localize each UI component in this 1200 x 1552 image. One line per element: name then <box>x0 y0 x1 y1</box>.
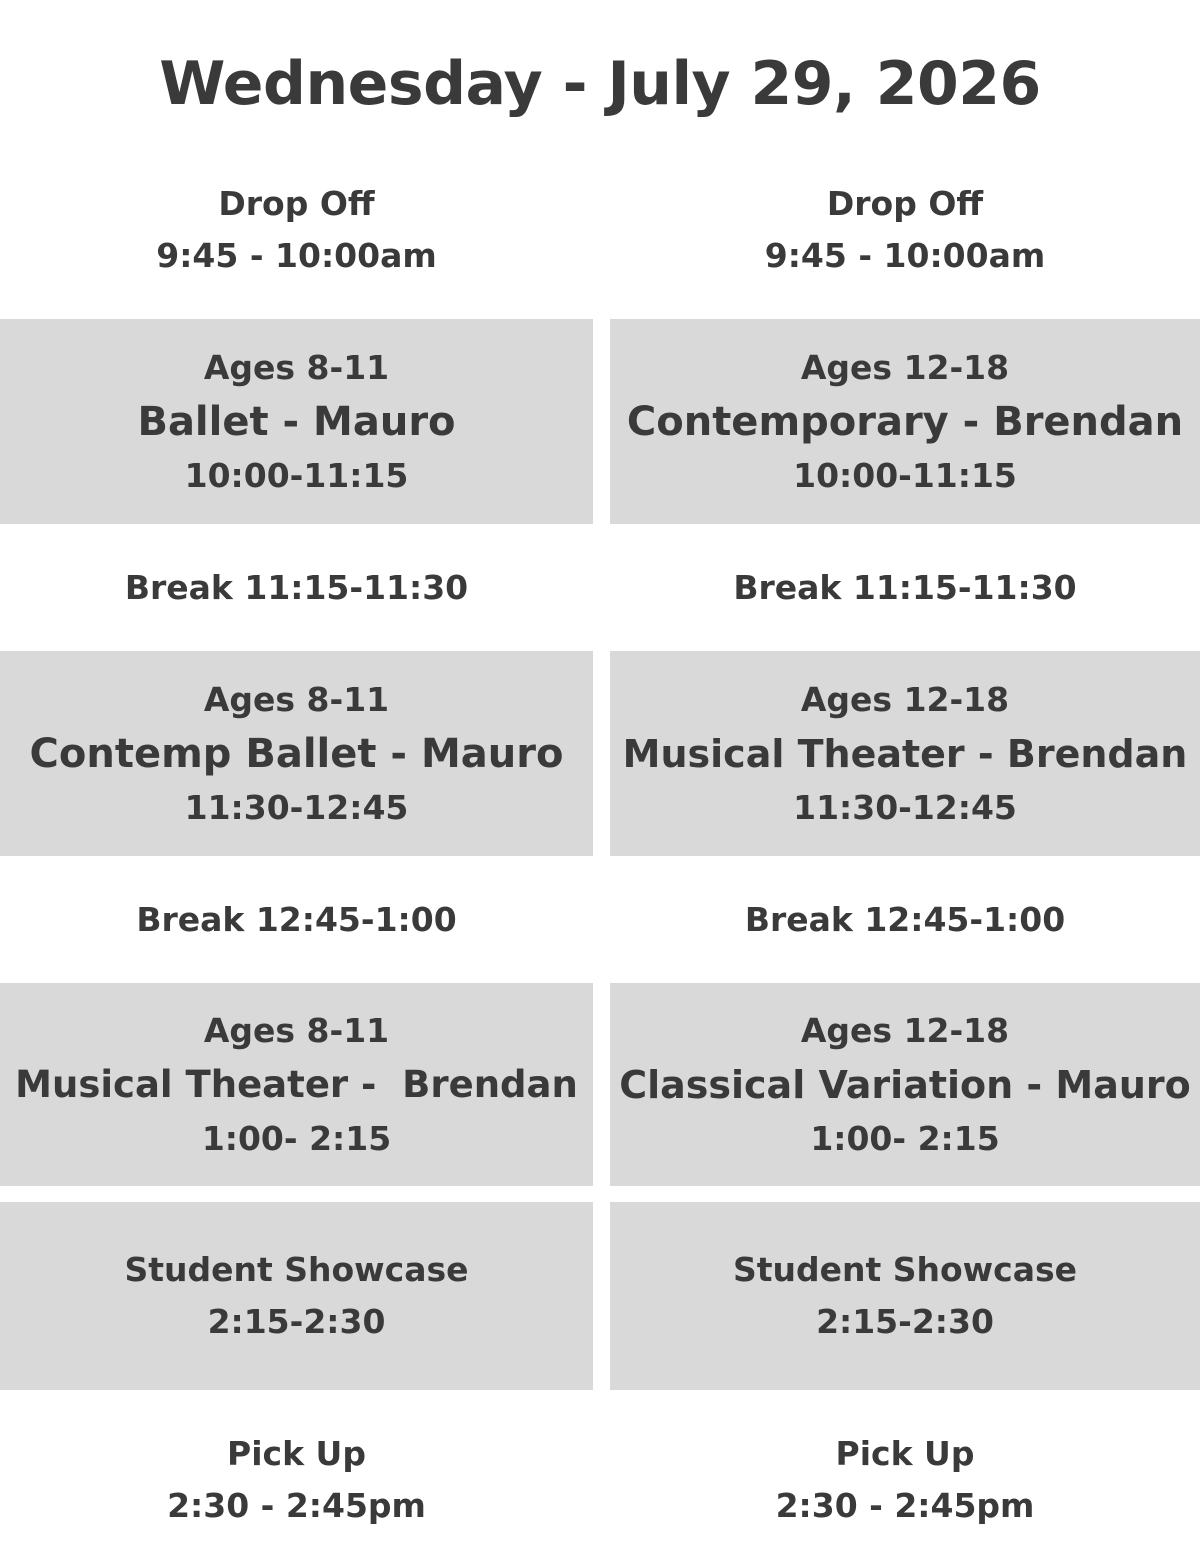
drop-off-label: Drop Off <box>218 184 375 223</box>
class-block-1 <box>610 319 1200 524</box>
class-time: 1:00- 2:15 <box>810 1118 1000 1158</box>
pick-up-time: 2:30 - 2:45pm <box>167 1486 426 1525</box>
break-text: Break 11:15-11:30 <box>733 568 1077 607</box>
class-block-2 <box>610 651 1200 856</box>
drop-off-label: Drop Off <box>826 184 984 223</box>
class-name: Musical Theater - Brendan <box>15 1062 578 1106</box>
class-block-2 <box>0 651 593 856</box>
showcase-time: 2:15-2:30 <box>816 1302 994 1341</box>
class-ages: Ages 8-11 <box>203 347 390 387</box>
class-ages: Ages 8-11 <box>203 1010 390 1050</box>
class-time: 1:00- 2:15 <box>201 1118 392 1158</box>
pick-up-block <box>0 1428 593 1532</box>
break-block-2 <box>0 892 593 948</box>
pick-up-label: Pick Up <box>227 1434 366 1473</box>
page-title: Wednesday - July 29, 2026 <box>159 49 1041 119</box>
break-text: Break 11:15-11:30 <box>124 568 469 607</box>
class-time: 11:30-12:45 <box>793 787 1017 827</box>
class-name: Ballet - Mauro <box>137 398 456 445</box>
class-ages: Ages 12-18 <box>800 679 1010 719</box>
class-time: 11:30-12:45 <box>184 787 409 827</box>
class-ages: Ages 12-18 <box>800 347 1010 387</box>
showcase-block <box>610 1202 1200 1390</box>
class-name: Contemporary - Brendan <box>626 398 1184 445</box>
break-block-1 <box>0 560 593 616</box>
showcase-time: 2:15-2:30 <box>207 1302 386 1341</box>
showcase-label: Student Showcase <box>732 1250 1078 1289</box>
showcase-label: Student Showcase <box>124 1250 469 1289</box>
class-block-3 <box>0 983 593 1186</box>
drop-off-time: 9:45 - 10:00am <box>156 236 437 275</box>
break-text: Break 12:45-1:00 <box>744 900 1066 939</box>
class-block-3 <box>610 983 1200 1186</box>
class-name: Classical Variation - Mauro <box>619 1062 1191 1107</box>
pick-up-block <box>610 1428 1200 1532</box>
class-time: 10:00-11:15 <box>184 455 409 495</box>
class-name: Contemp Ballet - Mauro <box>29 730 564 777</box>
showcase-block <box>0 1202 593 1390</box>
class-ages: Ages 8-11 <box>203 679 390 719</box>
drop-off-block <box>610 178 1200 282</box>
drop-off-time: 9:45 - 10:00am <box>764 236 1046 275</box>
break-block-1 <box>610 560 1200 616</box>
break-block-2 <box>610 892 1200 948</box>
class-ages: Ages 12-18 <box>800 1010 1010 1050</box>
pick-up-time: 2:30 - 2:45pm <box>775 1486 1035 1525</box>
class-time: 10:00-11:15 <box>793 455 1017 495</box>
break-text: Break 12:45-1:00 <box>136 900 457 939</box>
pick-up-label: Pick Up <box>835 1434 975 1473</box>
drop-off-block <box>0 178 593 282</box>
class-block-1 <box>0 319 593 524</box>
class-name: Musical Theater - Brendan <box>622 731 1188 776</box>
